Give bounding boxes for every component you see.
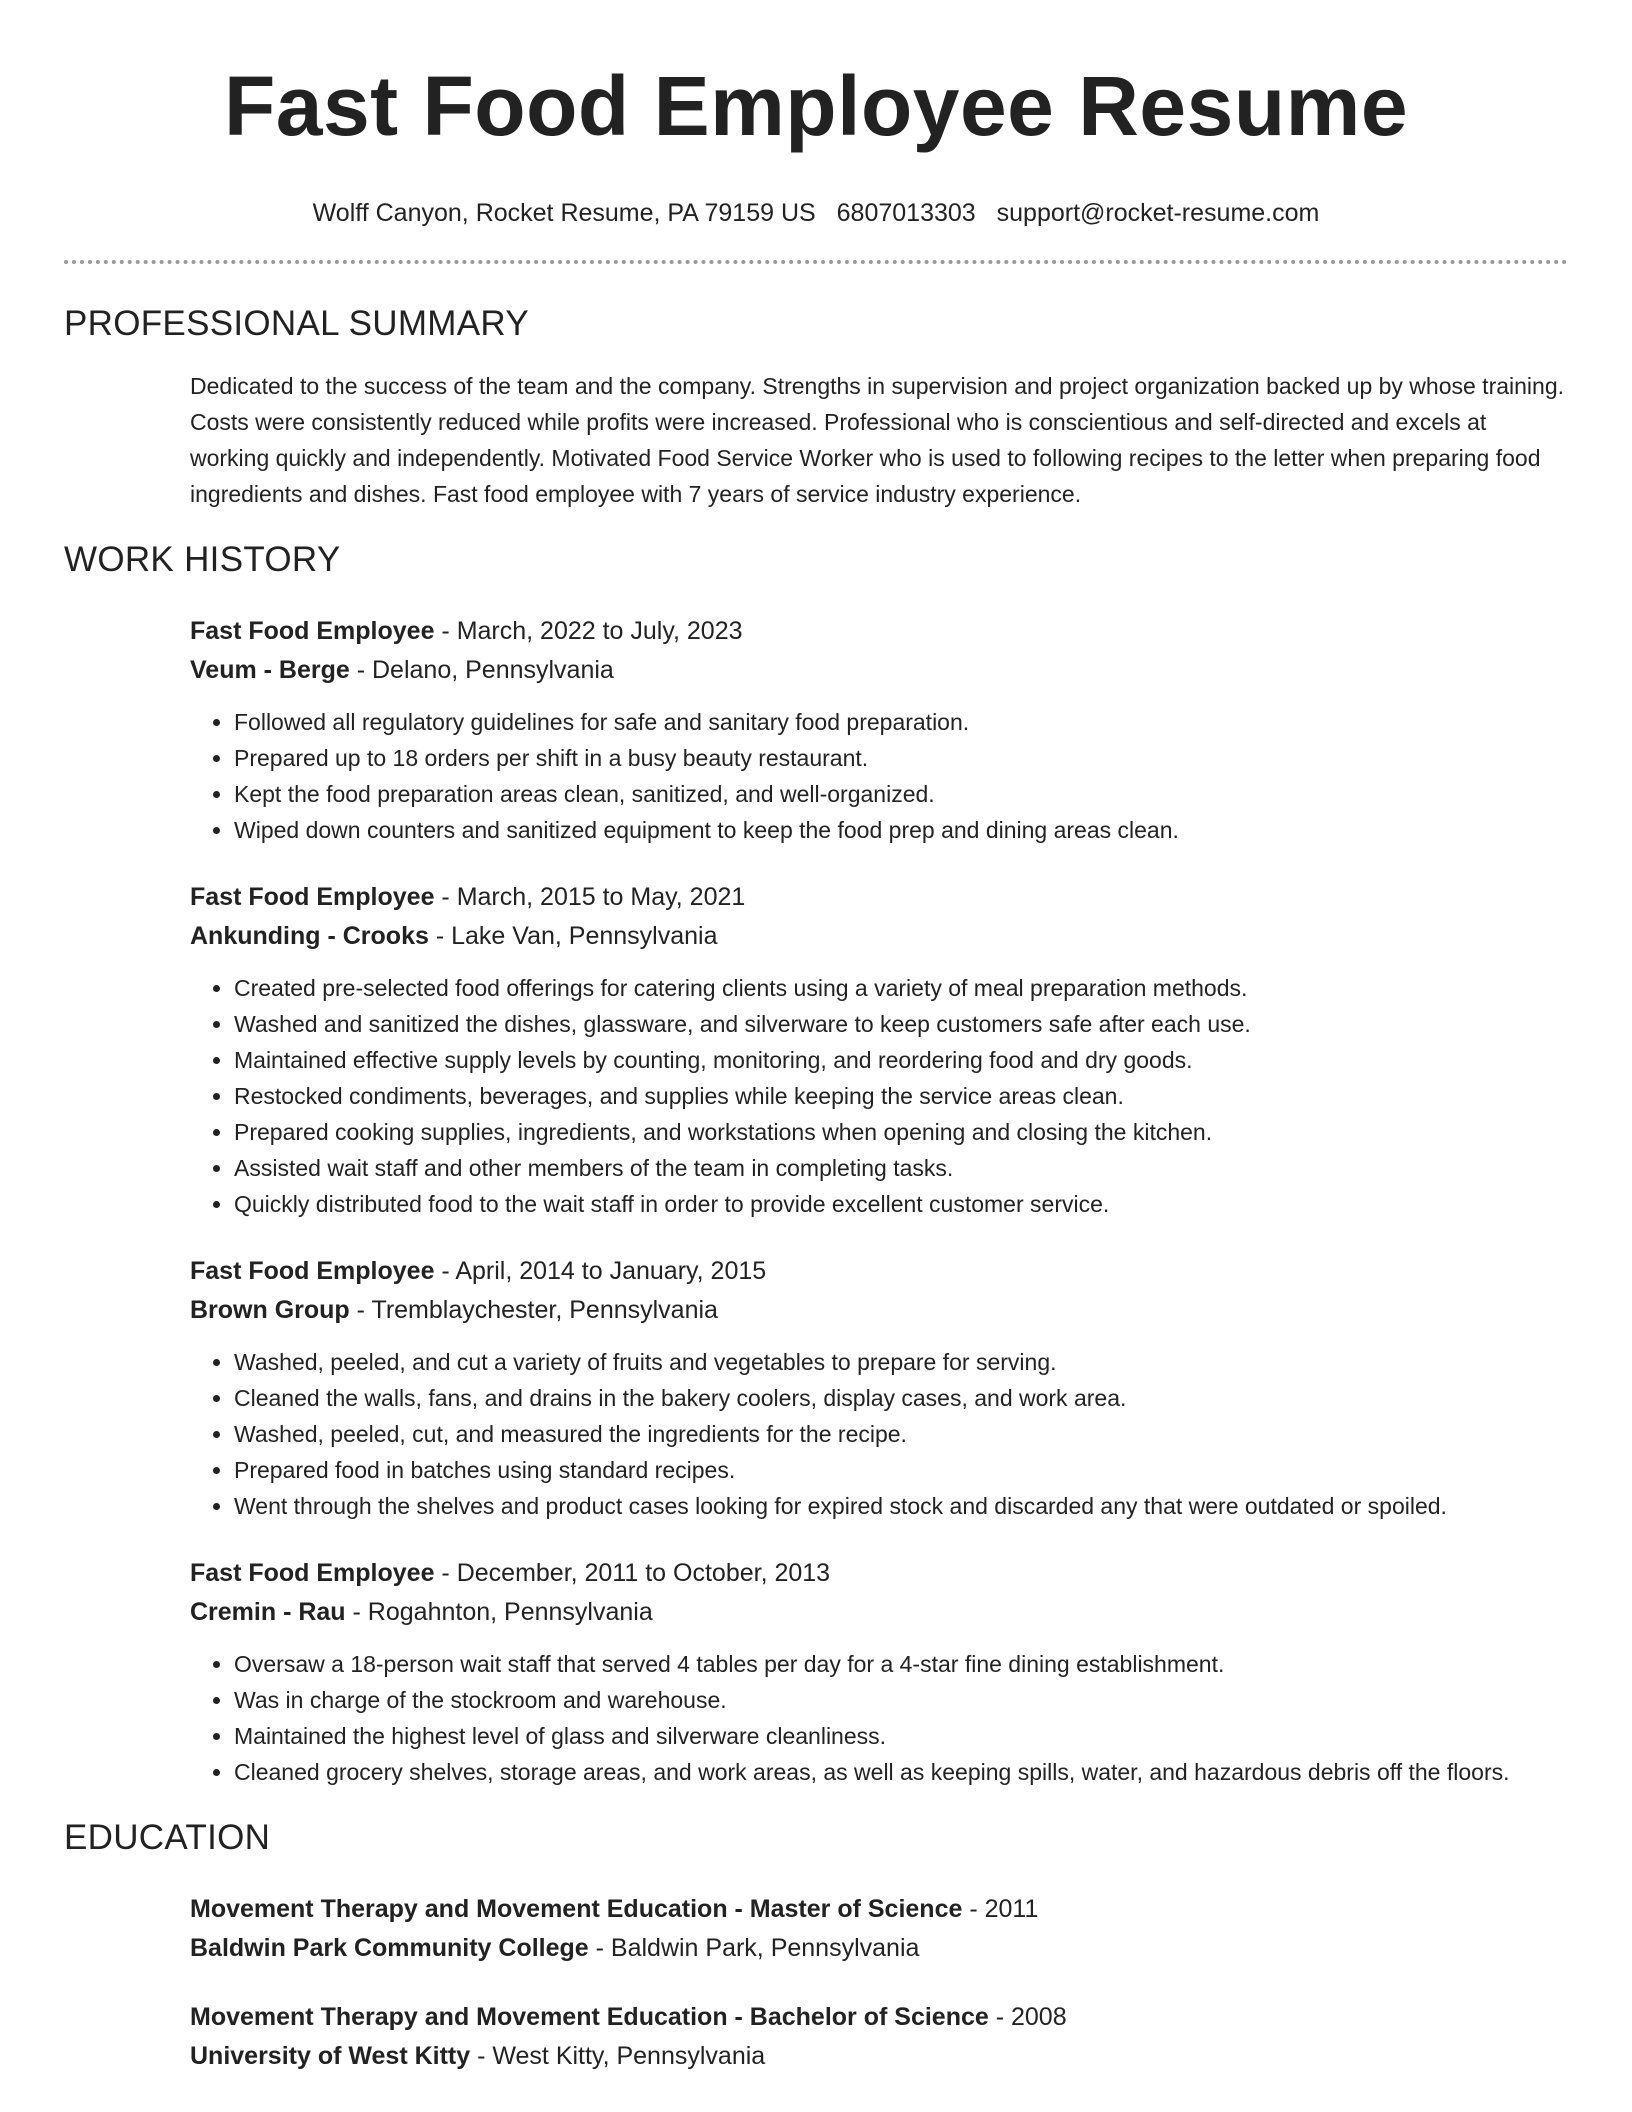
- job-dates: - December, 2011 to October, 2013: [434, 1559, 831, 1587]
- job-title-line: [190, 612, 1568, 651]
- list-item: • Went through the shelves and product cases looking for expired stock and discarded any that were outdated or spoiled.: [234, 1488, 1568, 1524]
- job-bullets: [190, 970, 1568, 1222]
- list-item: • Wiped down counters and sanitized equipment to keep the food prep and dining areas clean.: [234, 812, 1568, 848]
- job-company: Veum - Berge: [190, 656, 350, 684]
- work-history-heading: WORK HISTORY: [64, 540, 341, 579]
- job-location: - Rogahnton, Pennsylvania: [345, 1598, 653, 1626]
- list-item: • Washed, peeled, and cut a variety of fruits and vegetables to prepare for serving.: [234, 1344, 1568, 1380]
- list-item: • Prepared up to 18 orders per shift in a busy beauty restaurant.: [234, 740, 1568, 776]
- contact-email: support@rocket-resume.com: [996, 199, 1320, 227]
- school-location: - Baldwin Park, Pennsylvania: [588, 1934, 920, 1962]
- contact-address: Wolff Canyon, Rocket Resume, PA 79159 US: [312, 199, 816, 227]
- education-entry: [64, 1998, 1568, 2076]
- job-role: Fast Food Employee: [190, 883, 435, 911]
- job-role: Fast Food Employee: [190, 617, 435, 645]
- list-item: • Oversaw a 18-person wait staff that served 4 tables per day for a 4-star fine dining establishment.: [234, 1646, 1568, 1682]
- job-dates: - March, 2022 to July, 2023: [434, 617, 743, 645]
- job-location: - Lake Van, Pennsylvania: [428, 922, 718, 950]
- degree-year: - 2008: [988, 2003, 1067, 2031]
- job-company: Cremin - Rau: [190, 1598, 346, 1626]
- job-company-line: [190, 917, 1568, 956]
- degree-line: [190, 1890, 1568, 1929]
- contact-line: [64, 196, 1568, 230]
- list-item: • Was in charge of the stockroom and warehouse.: [234, 1682, 1568, 1718]
- list-item: • Prepared cooking supplies, ingredients, and workstations when opening and closing the kitchen.: [234, 1114, 1568, 1150]
- list-item: • Prepared food in batches using standard recipes.: [234, 1452, 1568, 1488]
- job-title-line: [190, 1554, 1568, 1593]
- list-item: • Kept the food preparation areas clean, sanitized, and well-organized.: [234, 776, 1568, 812]
- summary-text: Dedicated to the success of the team and the company. Strengths in supervision and project organization backed up by whose training. Costs were consistently reduced while profits were increased. Professional who is conscientious and self-directed and excels at working quickly and independently. Motivated Food Service Worker who is used to following recipes to the letter when preparing food ingredients and dishes. Fast food employee with 7 years of service industry experience.: [190, 373, 1565, 507]
- list-item: • Restocked condiments, beverages, and supplies while keeping the service areas clean.: [234, 1078, 1568, 1114]
- job-role: Fast Food Employee: [190, 1559, 435, 1587]
- degree-line: [190, 1998, 1568, 2037]
- job-entry: [64, 1554, 1568, 1790]
- list-item: • Followed all regulatory guidelines for safe and sanitary food preparation.: [234, 704, 1568, 740]
- education-entry: [64, 1890, 1568, 1968]
- job-dates: - April, 2014 to January, 2015: [434, 1257, 767, 1285]
- summary-section: [64, 302, 1568, 512]
- job-company-line: [190, 1593, 1568, 1632]
- list-item: • Cleaned the walls, fans, and drains in the bakery coolers, display cases, and work area.: [234, 1380, 1568, 1416]
- job-dates: - March, 2015 to May, 2021: [434, 883, 746, 911]
- list-item: • Maintained effective supply levels by counting, monitoring, and reordering food and dry goods.: [234, 1042, 1568, 1078]
- degree: Movement Therapy and Movement Education - Master of Science: [190, 1895, 963, 1923]
- job-company: Brown Group: [190, 1296, 350, 1324]
- list-item: • Washed and sanitized the dishes, glassware, and silverware to keep customers safe after each use.: [234, 1006, 1568, 1042]
- list-item: • Cleaned grocery shelves, storage areas, and work areas, as well as keeping spills, water, and hazardous debris off the floors.: [234, 1754, 1568, 1790]
- list-item: • Washed, peeled, cut, and measured the ingredients for the recipe.: [234, 1416, 1568, 1452]
- job-role: Fast Food Employee: [190, 1257, 435, 1285]
- degree-year: - 2011: [962, 1895, 1039, 1923]
- list-item: • Maintained the highest level of glass and silverware cleanliness.: [234, 1718, 1568, 1754]
- work-history-section: [64, 538, 1568, 1790]
- job-entry: [64, 878, 1568, 1222]
- school-line: [190, 1929, 1568, 1968]
- job-bullets: [190, 1344, 1568, 1524]
- list-item: • Created pre-selected food offerings for catering clients using a variety of meal preparation methods.: [234, 970, 1568, 1006]
- job-title-line: [190, 878, 1568, 917]
- job-bullets: [190, 1646, 1568, 1790]
- resume-title: Fast Food Employee Resume: [223, 59, 1409, 153]
- school-location: - West Kitty, Pennsylvania: [470, 2042, 766, 2070]
- job-company-line: [190, 1291, 1568, 1330]
- school-line: [190, 2037, 1568, 2076]
- job-bullets: [190, 704, 1568, 848]
- header-divider: [64, 260, 1568, 264]
- summary-heading: PROFESSIONAL SUMMARY: [64, 304, 529, 343]
- list-item: • Quickly distributed food to the wait staff in order to provide excellent customer service.: [234, 1186, 1568, 1222]
- education-section: [64, 1816, 1568, 2076]
- job-company: Ankunding - Crooks: [190, 922, 429, 950]
- job-title-line: [190, 1252, 1568, 1291]
- contact-phone: 6807013303: [836, 199, 976, 227]
- job-location: - Tremblaychester, Pennsylvania: [349, 1296, 718, 1324]
- job-entry: [64, 1252, 1568, 1524]
- school: University of West Kitty: [190, 2042, 471, 2070]
- job-entry: [64, 612, 1568, 848]
- job-location: - Delano, Pennsylvania: [349, 656, 614, 684]
- education-heading: EDUCATION: [64, 1818, 271, 1857]
- list-item: • Assisted wait staff and other members of the team in completing tasks.: [234, 1150, 1568, 1186]
- school: Baldwin Park Community College: [190, 1934, 589, 1962]
- degree: Movement Therapy and Movement Education - Bachelor of Science: [190, 2003, 989, 2031]
- job-company-line: [190, 651, 1568, 690]
